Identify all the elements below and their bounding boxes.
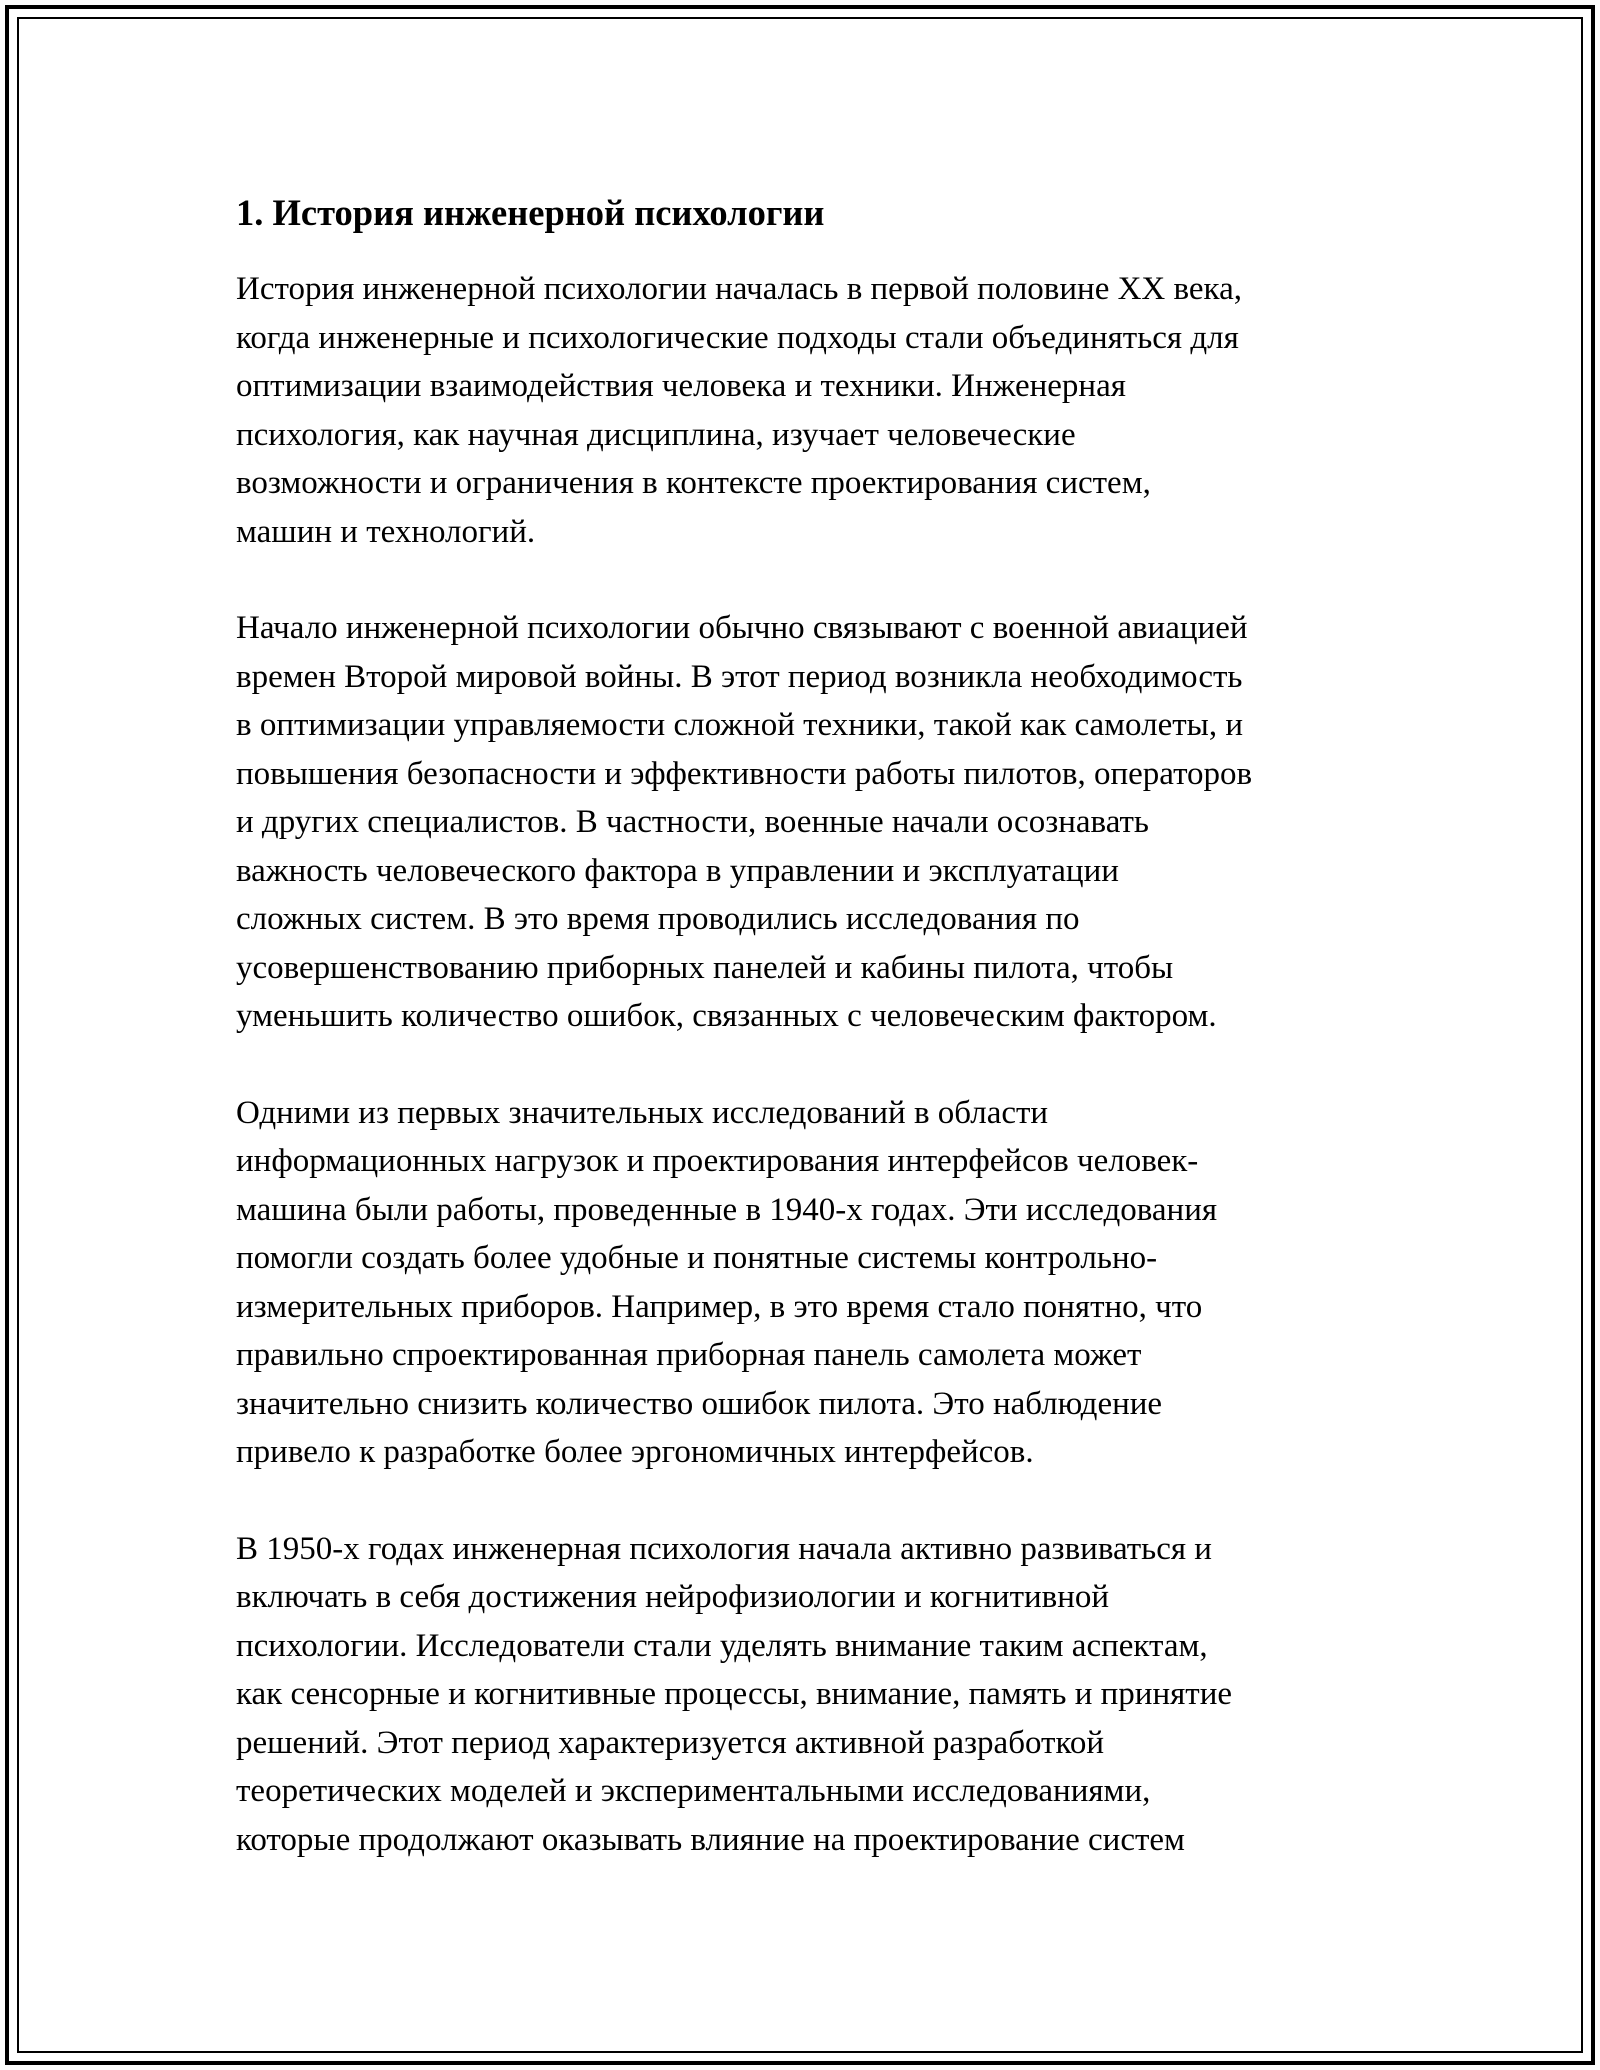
text-line: привело к разработке более эргономичных интерфейсов. <box>236 1434 1034 1470</box>
text-line: возможности и ограничения в контексте проектирования систем, <box>236 465 1151 501</box>
paragraph-4 <box>236 1525 1384 1865</box>
document-page <box>236 187 1384 1912</box>
text-line: в оптимизации управляемости сложной техники, такой как самолеты, и <box>236 707 1243 743</box>
text-line: включать в себя достижения нейрофизиологии и когнитивной <box>236 1579 1110 1615</box>
text-line: значительно снизить количество ошибок пилота. Это наблюдение <box>236 1385 1163 1422</box>
text-line: решений. Этот период характеризуется активной разработкой <box>236 1724 1104 1761</box>
text-line: теоретических моделей и экспериментальными исследованиями, <box>236 1773 1151 1809</box>
text-line: психологии. Исследователи стали уделять внимание таким аспектам, <box>236 1627 1208 1664</box>
text-line: машин и технологий. <box>236 513 536 550</box>
text-line: измерительных приборов. Например, в это время стало понятно, что <box>236 1288 1203 1325</box>
text-line: правильно спроектированная приборная панель самолета может <box>236 1337 1142 1373</box>
text-line: когда инженерные и психологические подходы стали объединяться для <box>236 319 1239 356</box>
text-line: усовершенствованию приборных панелей и кабины пилота, чтобы <box>236 949 1174 986</box>
section-heading: 1. История инженерной психологии <box>236 192 825 233</box>
text-line: машина были работы, проведенные в 1940-х годах. Эти исследования <box>236 1191 1218 1228</box>
text-line: оптимизации взаимодействия человека и техники. Инженерная <box>236 368 1126 404</box>
text-line: Начало инженерной психологии обычно связывают с военной авиацией <box>236 610 1248 646</box>
paragraph-1 <box>236 265 1384 556</box>
text-line: и других специалистов. В частности, военные начали осознавать <box>236 804 1149 840</box>
text-line: которые продолжают оказывать влияние на проектирование систем <box>236 1821 1185 1858</box>
text-line: повышения безопасности и эффективности работы пилотов, операторов <box>236 755 1253 792</box>
text-line: уменьшить количество ошибок, связанных с человеческим фактором. <box>236 998 1217 1034</box>
text-line: Одними из первых значительных исследований в области <box>236 1094 1049 1131</box>
paragraph-3 <box>236 1089 1384 1477</box>
text-line: как сенсорные и когнитивные процессы, внимание, память и принятие <box>236 1676 1233 1712</box>
text-line: времен Второй мировой войны. В этот период возникла необходимость <box>236 658 1243 695</box>
text-line: психология, как научная дисциплина, изучает человеческие <box>236 416 1076 453</box>
text-line: История инженерной психологии началась в первой половине XX века, <box>236 271 1242 307</box>
text-line: важность человеческого фактора в управлении и эксплуатации <box>236 852 1119 889</box>
text-line: помогли создать более удобные и понятные системы контрольно- <box>236 1240 1158 1276</box>
text-line: сложных систем. В это время проводились исследования по <box>236 901 1080 937</box>
text-line: информационных нагрузок и проектирования интерфейсов человек- <box>236 1143 1199 1179</box>
paragraph-2 <box>236 604 1384 1041</box>
text-line: В 1950-х годах инженерная психология начала активно развиваться и <box>236 1530 1212 1567</box>
